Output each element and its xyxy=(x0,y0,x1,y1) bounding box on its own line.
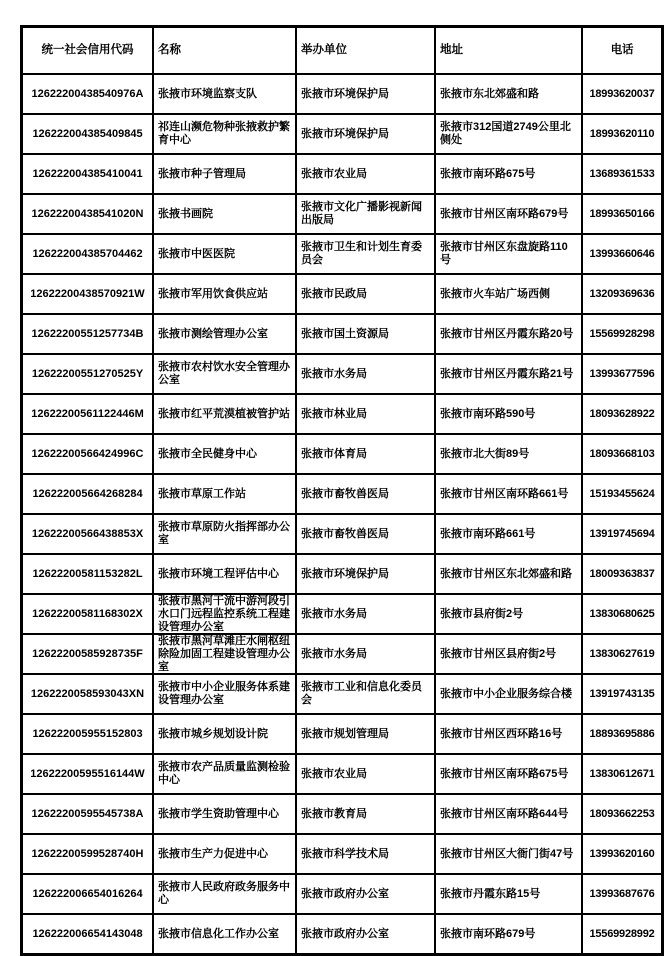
cell-organizer-text: 张掖市规划管理局 xyxy=(301,727,389,740)
cell-code xyxy=(22,594,154,634)
table-row xyxy=(22,834,663,874)
cell-organizer xyxy=(296,714,435,754)
cell-code-text: 12622200566438853X xyxy=(31,527,144,540)
cell-code-text: 12622200599528740H xyxy=(31,847,144,860)
cell-phone xyxy=(582,514,663,554)
cell-code xyxy=(22,154,154,194)
cell-code xyxy=(22,754,154,794)
cell-address xyxy=(435,874,582,914)
table-row xyxy=(22,794,663,834)
cell-name-text: 张掖市农村饮水安全管理办公室 xyxy=(158,361,290,386)
cell-code-text: 12622200566424996C xyxy=(31,447,144,460)
cell-address xyxy=(435,794,582,834)
cell-organizer xyxy=(296,434,435,474)
cell-phone xyxy=(582,794,663,834)
cell-address-text: 张掖市甘州区县府街2号 xyxy=(440,647,557,660)
column-header-name: 名称 xyxy=(153,27,296,75)
cell-phone xyxy=(582,474,663,514)
cell-address-text: 张掖市312国道2749公里北侧处 xyxy=(440,121,571,146)
cell-organizer-text: 张掖市教育局 xyxy=(301,807,367,820)
cell-phone-text: 15569928298 xyxy=(589,327,655,340)
table-row xyxy=(22,354,663,394)
cell-code-text: 126222004385704462 xyxy=(32,247,143,260)
column-header-phone: 电话 xyxy=(582,27,663,75)
cell-phone xyxy=(582,634,663,674)
cell-name-text: 张掖市学生资助管理中心 xyxy=(158,807,279,820)
cell-address-text: 张掖市甘州区东北郊盛和路 xyxy=(440,567,572,580)
cell-phone xyxy=(582,394,663,434)
cell-name-text: 张掖市环境监察支队 xyxy=(158,87,257,100)
cell-organizer-text: 张掖市政府办公室 xyxy=(301,887,389,900)
cell-code xyxy=(22,74,154,114)
table-row xyxy=(22,434,663,474)
cell-address xyxy=(435,914,582,955)
cell-address xyxy=(435,594,582,634)
cell-organizer-text: 张掖市政府办公室 xyxy=(301,927,389,940)
cell-name xyxy=(153,714,296,754)
cell-name-text: 张掖市信息化工作办公室 xyxy=(158,927,279,940)
cell-name-text: 张掖市中医医院 xyxy=(158,247,235,260)
cell-name-text: 张掖市草原防火指挥部办公室 xyxy=(158,521,290,546)
cell-phone-text: 18993620037 xyxy=(589,87,655,100)
cell-phone xyxy=(582,354,663,394)
cell-code-text: 126222004385410041 xyxy=(32,167,143,180)
cell-phone-text: 18893695886 xyxy=(589,727,655,740)
cell-address xyxy=(435,554,582,594)
cell-phone xyxy=(582,274,663,314)
cell-phone-text: 13993687676 xyxy=(589,887,655,900)
cell-code xyxy=(22,194,154,234)
cell-organizer-text: 张掖市农业局 xyxy=(301,167,367,180)
cell-code-text: 1262220058593043XN xyxy=(30,687,145,700)
cell-code-text: 12622200551270525Y xyxy=(31,367,144,380)
cell-organizer xyxy=(296,674,435,714)
cell-address xyxy=(435,634,582,674)
table-body xyxy=(22,74,663,955)
cell-organizer xyxy=(296,194,435,234)
cell-name xyxy=(153,834,296,874)
cell-phone-text: 18093628922 xyxy=(589,407,655,420)
cell-organizer xyxy=(296,74,435,114)
cell-address xyxy=(435,234,582,274)
cell-phone xyxy=(582,74,663,114)
table-row xyxy=(22,914,663,955)
cell-name xyxy=(153,234,296,274)
cell-address xyxy=(435,314,582,354)
cell-code-text: 126222006654143048 xyxy=(32,927,143,940)
table-row xyxy=(22,674,663,714)
cell-name-text: 张掖市草原工作站 xyxy=(158,487,246,500)
cell-address xyxy=(435,154,582,194)
cell-name-text: 张掖市全民健身中心 xyxy=(158,447,257,460)
cell-name-text: 张掖市黑河草滩庄水闸枢纽除险加固工程建设管理办公室 xyxy=(158,635,290,673)
cell-phone xyxy=(582,314,663,354)
cell-organizer-text: 张掖市民政局 xyxy=(301,287,367,300)
cell-code xyxy=(22,794,154,834)
cell-phone-text: 18993650166 xyxy=(589,207,655,220)
cell-organizer-text: 张掖市农业局 xyxy=(301,767,367,780)
cell-phone xyxy=(582,834,663,874)
cell-code-text: 12622200585928735F xyxy=(32,647,143,660)
cell-organizer xyxy=(296,834,435,874)
cell-name-text: 张掖市中小企业服务体系建设管理办公室 xyxy=(158,681,290,706)
table-header-row xyxy=(22,27,663,75)
cell-address xyxy=(435,754,582,794)
cell-address-text: 张掖市甘州区丹霞东路21号 xyxy=(440,367,574,380)
cell-organizer-text: 张掖市工业和信息化委员会 xyxy=(301,681,422,706)
cell-name-text: 张掖市黑河干流中游河段引水口门远程监控系统工程建设管理办公室 xyxy=(158,595,290,633)
cell-phone xyxy=(582,434,663,474)
cell-organizer xyxy=(296,794,435,834)
table-row xyxy=(22,474,663,514)
table-row xyxy=(22,74,663,114)
cell-phone xyxy=(582,874,663,914)
cell-organizer xyxy=(296,554,435,594)
cell-name-text: 祁连山濒危物种张掖救护繁育中心 xyxy=(158,121,290,146)
cell-name-text: 张掖市人民政府政务服务中心 xyxy=(158,881,290,906)
cell-name-text: 张掖市军用饮食供应站 xyxy=(158,287,268,300)
cell-code-text: 126222004385409845 xyxy=(32,127,143,140)
cell-address-text: 张掖市甘州区南环路675号 xyxy=(440,767,569,780)
cell-name xyxy=(153,154,296,194)
cell-phone-text: 13830612671 xyxy=(589,767,655,780)
cell-address xyxy=(435,834,582,874)
table-row xyxy=(22,314,663,354)
cell-code-text: 126222005955152803 xyxy=(32,727,143,740)
cell-address xyxy=(435,274,582,314)
cell-organizer xyxy=(296,594,435,634)
table-row xyxy=(22,114,663,154)
cell-code xyxy=(22,274,154,314)
cell-organizer xyxy=(296,474,435,514)
cell-code-text: 12622200551257734B xyxy=(31,327,144,340)
cell-code xyxy=(22,234,154,274)
cell-address-text: 张掖市甘州区丹霞东路20号 xyxy=(440,327,574,340)
cell-code xyxy=(22,634,154,674)
cell-name-text: 张掖市红平荒漠植被管护站 xyxy=(158,407,290,420)
table-row xyxy=(22,234,663,274)
cell-organizer-text: 张掖市卫生和计划生育委员会 xyxy=(301,241,422,266)
cell-phone xyxy=(582,154,663,194)
cell-code xyxy=(22,394,154,434)
cell-address xyxy=(435,354,582,394)
cell-code-text: 12622200438541020N xyxy=(31,207,144,220)
cell-organizer xyxy=(296,114,435,154)
cell-name-text: 张掖市生产力促进中心 xyxy=(158,847,268,860)
cell-phone-text: 18009363837 xyxy=(589,567,655,580)
cell-name-text: 张掖市种子管理局 xyxy=(158,167,246,180)
cell-address xyxy=(435,514,582,554)
cell-phone-text: 13993677596 xyxy=(589,367,655,380)
cell-phone-text: 13919743135 xyxy=(589,687,655,700)
cell-code xyxy=(22,474,154,514)
cell-organizer-text: 张掖市体育局 xyxy=(301,447,367,460)
cell-name-text: 张掖书画院 xyxy=(158,207,213,220)
cell-address xyxy=(435,474,582,514)
cell-name xyxy=(153,674,296,714)
table-row xyxy=(22,634,663,674)
cell-name xyxy=(153,74,296,114)
cell-code-text: 12622200581168302X xyxy=(32,607,143,620)
table-row xyxy=(22,154,663,194)
cell-code xyxy=(22,314,154,354)
cell-address-text: 张掖市南环路675号 xyxy=(440,167,536,180)
cell-name xyxy=(153,554,296,594)
cell-address xyxy=(435,194,582,234)
cell-phone-text: 13919745694 xyxy=(589,527,655,540)
cell-code-text: 12622200561122446M xyxy=(31,407,144,420)
cell-phone xyxy=(582,234,663,274)
cell-address-text: 张掖市火车站广场西侧 xyxy=(440,287,550,300)
cell-address-text: 张掖市甘州区大衙门街47号 xyxy=(440,847,574,860)
cell-name xyxy=(153,474,296,514)
cell-organizer-text: 张掖市环境保护局 xyxy=(301,127,389,140)
cell-phone-text: 18093662253 xyxy=(589,807,655,820)
cell-name xyxy=(153,794,296,834)
cell-code-text: 12622200581153282L xyxy=(32,567,143,580)
cell-name xyxy=(153,634,296,674)
cell-address-text: 张掖市甘州区东盘旋路110号 xyxy=(440,241,568,266)
cell-address-text: 张掖市甘州区南环路644号 xyxy=(440,807,569,820)
cell-name xyxy=(153,914,296,955)
table-row xyxy=(22,554,663,594)
cell-phone-text: 18093668103 xyxy=(589,447,655,460)
cell-code-text: 12622200595545738A xyxy=(31,807,144,820)
cell-code-text: 126222006654016264 xyxy=(32,887,143,900)
cell-organizer xyxy=(296,274,435,314)
cell-name xyxy=(153,274,296,314)
cell-phone xyxy=(582,594,663,634)
cell-code xyxy=(22,834,154,874)
cell-organizer-text: 张掖市水务局 xyxy=(301,607,367,620)
cell-code-text: 126222005664268284 xyxy=(32,487,143,500)
cell-name-text: 张掖市环境工程评估中心 xyxy=(158,567,279,580)
cell-address-text: 张掖市南环路590号 xyxy=(440,407,536,420)
cell-organizer-text: 张掖市畜牧兽医局 xyxy=(301,487,389,500)
cell-address xyxy=(435,434,582,474)
cell-address xyxy=(435,714,582,754)
cell-organizer xyxy=(296,874,435,914)
cell-name xyxy=(153,434,296,474)
cell-address xyxy=(435,394,582,434)
cell-phone xyxy=(582,114,663,154)
cell-organizer-text: 张掖市水务局 xyxy=(301,647,367,660)
cell-code xyxy=(22,114,154,154)
cell-code xyxy=(22,674,154,714)
cell-organizer-text: 张掖市环境保护局 xyxy=(301,87,389,100)
cell-phone xyxy=(582,194,663,234)
cell-name xyxy=(153,394,296,434)
cell-organizer xyxy=(296,154,435,194)
cell-phone-text: 13993660646 xyxy=(589,247,655,260)
cell-organizer-text: 张掖市环境保护局 xyxy=(301,567,389,580)
cell-name-text: 张掖市城乡规划设计院 xyxy=(158,727,268,740)
cell-organizer xyxy=(296,634,435,674)
cell-address xyxy=(435,674,582,714)
cell-organizer xyxy=(296,514,435,554)
cell-phone-text: 13689361533 xyxy=(589,167,655,180)
cell-code xyxy=(22,874,154,914)
cell-name xyxy=(153,314,296,354)
cell-phone-text: 15193455624 xyxy=(589,487,655,500)
cell-code xyxy=(22,514,154,554)
cell-name xyxy=(153,194,296,234)
table-row xyxy=(22,514,663,554)
cell-organizer xyxy=(296,354,435,394)
cell-phone-text: 13209369636 xyxy=(589,287,655,300)
cell-address-text: 张掖市中小企业服务综合楼 xyxy=(440,687,572,700)
cell-phone-text: 15569928992 xyxy=(589,927,655,940)
cell-code xyxy=(22,554,154,594)
cell-name xyxy=(153,354,296,394)
cell-phone xyxy=(582,754,663,794)
cell-code xyxy=(22,354,154,394)
cell-phone-text: 13830680625 xyxy=(589,607,655,620)
cell-phone xyxy=(582,674,663,714)
cell-address-text: 张掖市甘州区南环路679号 xyxy=(440,207,569,220)
credit-code-table xyxy=(20,25,664,956)
column-header-address: 地址 xyxy=(435,27,582,75)
cell-code xyxy=(22,714,154,754)
cell-phone xyxy=(582,914,663,955)
column-header-organizer: 举办单位 xyxy=(296,27,435,75)
table-row xyxy=(22,274,663,314)
column-header-code: 统一社会信用代码 xyxy=(22,27,154,75)
cell-organizer xyxy=(296,914,435,955)
cell-address-text: 张掖市县府街2号 xyxy=(440,607,524,620)
cell-address-text: 张掖市东北郊盛和路 xyxy=(440,87,539,100)
cell-organizer-text: 张掖市畜牧兽医局 xyxy=(301,527,389,540)
cell-name-text: 张掖市测绘管理办公室 xyxy=(158,327,268,340)
cell-phone-text: 13830627619 xyxy=(589,647,655,660)
table-row xyxy=(22,394,663,434)
cell-organizer-text: 张掖市林业局 xyxy=(301,407,367,420)
table-row xyxy=(22,714,663,754)
table-row xyxy=(22,874,663,914)
cell-address-text: 张掖市南环路679号 xyxy=(440,927,536,940)
cell-address-text: 张掖市北大街89号 xyxy=(440,447,530,460)
cell-name xyxy=(153,594,296,634)
cell-address-text: 张掖市甘州区南环路661号 xyxy=(440,487,569,500)
cell-name xyxy=(153,874,296,914)
cell-name xyxy=(153,514,296,554)
cell-phone xyxy=(582,554,663,594)
cell-address xyxy=(435,74,582,114)
table-row xyxy=(22,754,663,794)
cell-organizer-text: 张掖市国土资源局 xyxy=(301,327,389,340)
cell-code-text: 12622200595516144W xyxy=(30,767,145,780)
cell-organizer xyxy=(296,234,435,274)
cell-organizer xyxy=(296,754,435,794)
cell-organizer xyxy=(296,314,435,354)
cell-code-text: 12622200438570921W xyxy=(30,287,145,300)
cell-address-text: 张掖市甘州区西环路16号 xyxy=(440,727,563,740)
cell-address-text: 张掖市丹霞东路15号 xyxy=(440,887,541,900)
cell-code xyxy=(22,914,154,955)
cell-code xyxy=(22,434,154,474)
cell-phone xyxy=(582,714,663,754)
cell-phone-text: 13993620160 xyxy=(589,847,655,860)
cell-organizer-text: 张掖市科学技术局 xyxy=(301,847,389,860)
cell-name xyxy=(153,754,296,794)
cell-organizer xyxy=(296,394,435,434)
cell-address xyxy=(435,114,582,154)
cell-organizer-text: 张掖市水务局 xyxy=(301,367,367,380)
cell-address-text: 张掖市南环路661号 xyxy=(440,527,536,540)
table-row xyxy=(22,194,663,234)
cell-name xyxy=(153,114,296,154)
table-row xyxy=(22,594,663,634)
cell-code-text: 12622200438540976A xyxy=(31,87,144,100)
cell-phone-text: 18993620110 xyxy=(589,127,655,140)
cell-organizer-text: 张掖市文化广播影视新闻出版局 xyxy=(301,201,422,226)
cell-name-text: 张掖市农产品质量监测检验中心 xyxy=(158,761,290,786)
